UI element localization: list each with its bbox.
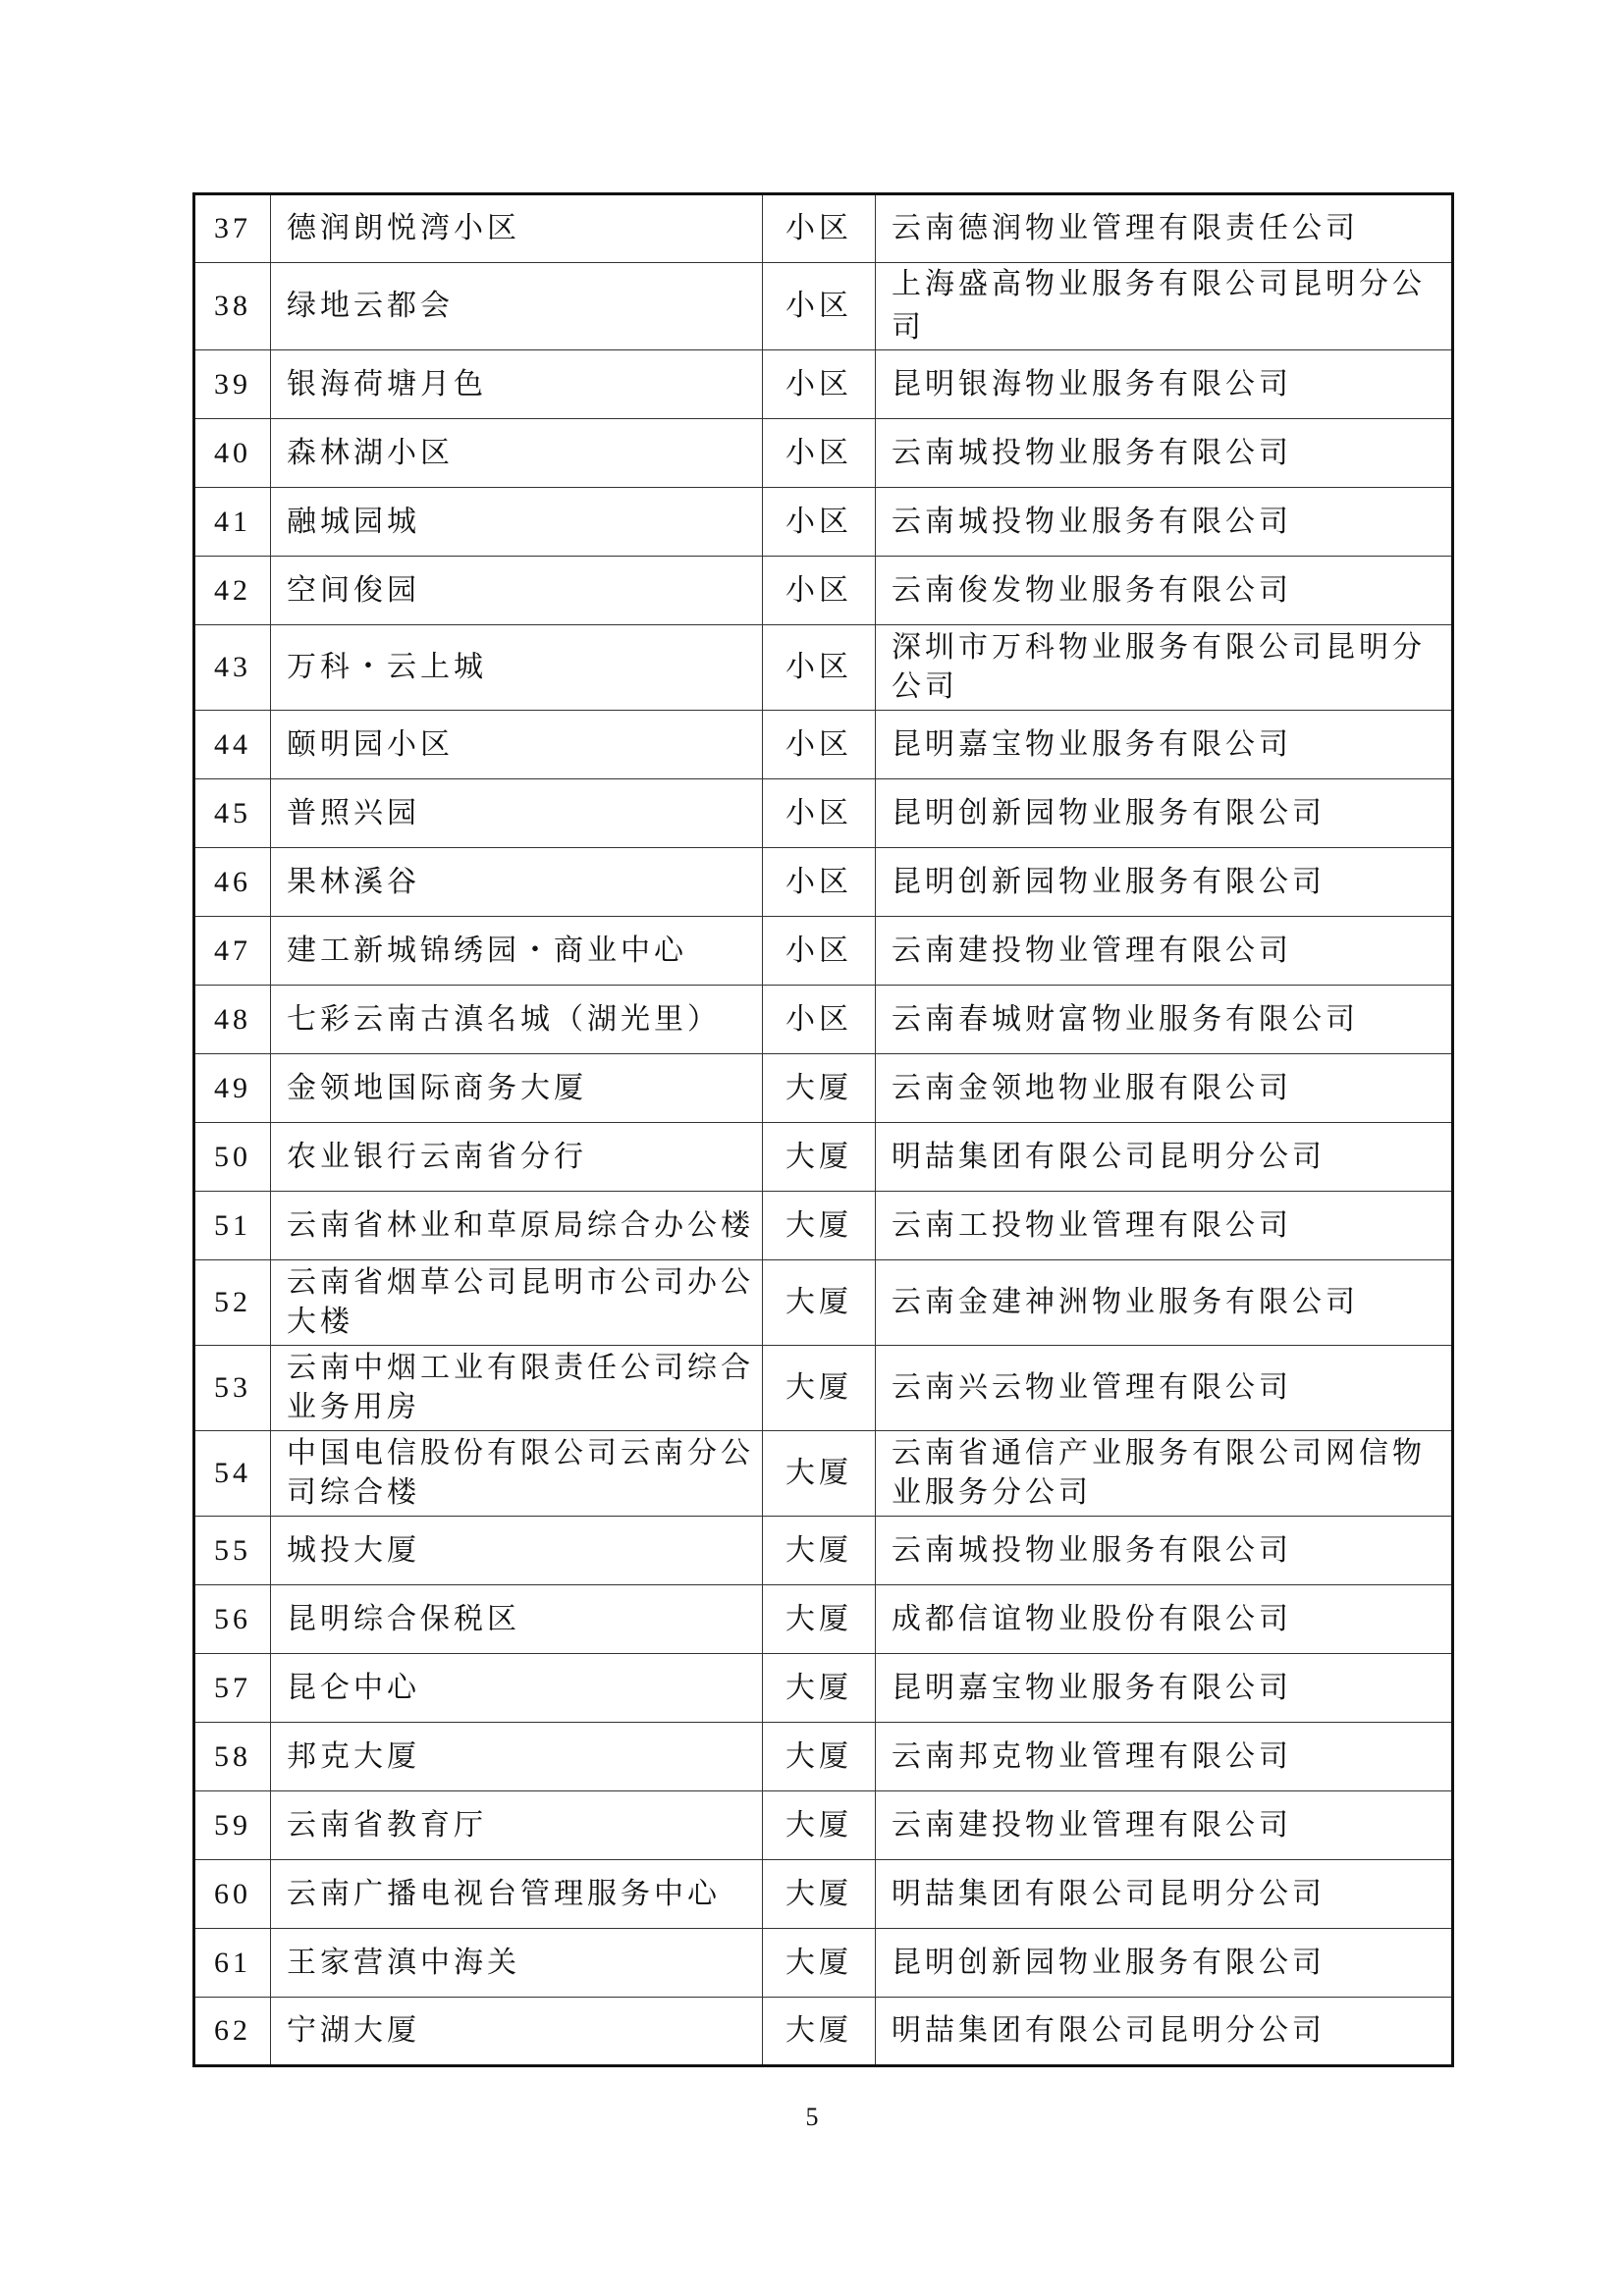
- project-type: 小区: [763, 488, 876, 557]
- project-type: 大厦: [763, 1346, 876, 1431]
- project-name: 农业银行云南省分行: [271, 1123, 763, 1192]
- project-type: 小区: [763, 557, 876, 625]
- management-company: 昆明创新园物业服务有限公司: [876, 779, 1453, 848]
- project-type: 大厦: [763, 1260, 876, 1346]
- table-row: [194, 1260, 1453, 1346]
- project-name: 空间俊园: [271, 557, 763, 625]
- table-row: [194, 1123, 1453, 1192]
- management-company: 成都信谊物业股份有限公司: [876, 1585, 1453, 1654]
- project-type: 大厦: [763, 1517, 876, 1585]
- project-name: 果林溪谷: [271, 848, 763, 917]
- project-name: 云南中烟工业有限责任公司综合业务用房: [271, 1346, 763, 1431]
- project-name: 融城园城: [271, 488, 763, 557]
- project-type: 小区: [763, 986, 876, 1054]
- table-row: [194, 1054, 1453, 1123]
- table-row: [194, 1998, 1453, 2066]
- project-type: 大厦: [763, 1791, 876, 1860]
- project-type: 小区: [763, 779, 876, 848]
- management-company: 昆明银海物业服务有限公司: [876, 350, 1453, 419]
- management-company: 云南工投物业管理有限公司: [876, 1192, 1453, 1260]
- table-row: [194, 779, 1453, 848]
- project-name: 昆明综合保税区: [271, 1585, 763, 1654]
- table-row: [194, 986, 1453, 1054]
- management-company: 云南城投物业服务有限公司: [876, 488, 1453, 557]
- row-number: 40: [194, 419, 271, 488]
- table-row: [194, 1929, 1453, 1998]
- project-type: 大厦: [763, 1585, 876, 1654]
- project-name: 云南省林业和草原局综合办公楼: [271, 1192, 763, 1260]
- project-name: 颐明园小区: [271, 711, 763, 779]
- management-company: 昆明创新园物业服务有限公司: [876, 848, 1453, 917]
- project-type: 大厦: [763, 1431, 876, 1517]
- project-name: 云南省教育厅: [271, 1791, 763, 1860]
- row-number: 47: [194, 917, 271, 986]
- project-name: 城投大厦: [271, 1517, 763, 1585]
- management-company: 云南兴云物业管理有限公司: [876, 1346, 1453, 1431]
- project-type: 小区: [763, 917, 876, 986]
- management-company: 昆明嘉宝物业服务有限公司: [876, 1654, 1453, 1723]
- project-type: 大厦: [763, 1860, 876, 1929]
- management-company: 云南俊发物业服务有限公司: [876, 557, 1453, 625]
- project-name: 宁湖大厦: [271, 1998, 763, 2066]
- row-number: 62: [194, 1998, 271, 2066]
- table-row: [194, 194, 1453, 263]
- page-number: 5: [805, 2103, 819, 2131]
- table-row: [194, 848, 1453, 917]
- row-number: 43: [194, 625, 271, 711]
- table-row: [194, 419, 1453, 488]
- row-number: 48: [194, 986, 271, 1054]
- project-name: 七彩云南古滇名城（湖光里）: [271, 986, 763, 1054]
- project-type: 小区: [763, 263, 876, 350]
- table-row: [194, 1860, 1453, 1929]
- row-number: 51: [194, 1192, 271, 1260]
- row-number: 39: [194, 350, 271, 419]
- project-name: 中国电信股份有限公司云南分公司综合楼: [271, 1431, 763, 1517]
- table-row: [194, 488, 1453, 557]
- project-type: 小区: [763, 848, 876, 917]
- management-company: 云南城投物业服务有限公司: [876, 419, 1453, 488]
- property-registry-table: [192, 192, 1454, 2067]
- project-type: 大厦: [763, 1929, 876, 1998]
- management-company: 明喆集团有限公司昆明分公司: [876, 1123, 1453, 1192]
- table-row: [194, 1654, 1453, 1723]
- table-row: [194, 263, 1453, 350]
- management-company: 深圳市万科物业服务有限公司昆明分公司: [876, 625, 1453, 711]
- management-company: 明喆集团有限公司昆明分公司: [876, 1998, 1453, 2066]
- row-number: 52: [194, 1260, 271, 1346]
- management-company: 昆明嘉宝物业服务有限公司: [876, 711, 1453, 779]
- project-name: 昆仑中心: [271, 1654, 763, 1723]
- project-name: 德润朗悦湾小区: [271, 194, 763, 263]
- table-row: [194, 1346, 1453, 1431]
- project-name: 云南省烟草公司昆明市公司办公大楼: [271, 1260, 763, 1346]
- table-row: [194, 1791, 1453, 1860]
- table-row: [194, 350, 1453, 419]
- row-number: 49: [194, 1054, 271, 1123]
- project-name: 普照兴园: [271, 779, 763, 848]
- row-number: 53: [194, 1346, 271, 1431]
- management-company: 云南春城财富物业服务有限公司: [876, 986, 1453, 1054]
- project-type: 大厦: [763, 1123, 876, 1192]
- row-number: 42: [194, 557, 271, 625]
- project-name: 金领地国际商务大厦: [271, 1054, 763, 1123]
- table-row: [194, 711, 1453, 779]
- project-type: 大厦: [763, 1054, 876, 1123]
- table-row: [194, 1723, 1453, 1791]
- project-name: 云南广播电视台管理服务中心: [271, 1860, 763, 1929]
- row-number: 41: [194, 488, 271, 557]
- project-type: 大厦: [763, 1998, 876, 2066]
- project-type: 大厦: [763, 1192, 876, 1260]
- management-company: 云南省通信产业服务有限公司网信物业服务分公司: [876, 1431, 1453, 1517]
- project-type: 小区: [763, 350, 876, 419]
- row-number: 56: [194, 1585, 271, 1654]
- project-type: 小区: [763, 194, 876, 263]
- row-number: 57: [194, 1654, 271, 1723]
- management-company: 云南金领地物业服有限公司: [876, 1054, 1453, 1123]
- row-number: 50: [194, 1123, 271, 1192]
- management-company: 明喆集团有限公司昆明分公司: [876, 1860, 1453, 1929]
- management-company: 云南金建神洲物业服务有限公司: [876, 1260, 1453, 1346]
- project-name: 绿地云都会: [271, 263, 763, 350]
- row-number: 60: [194, 1860, 271, 1929]
- row-number: 45: [194, 779, 271, 848]
- management-company: 云南城投物业服务有限公司: [876, 1517, 1453, 1585]
- table-row: [194, 1192, 1453, 1260]
- row-number: 54: [194, 1431, 271, 1517]
- project-name: 建工新城锦绣园・商业中心: [271, 917, 763, 986]
- row-number: 55: [194, 1517, 271, 1585]
- project-type: 小区: [763, 711, 876, 779]
- table-row: [194, 1585, 1453, 1654]
- row-number: 37: [194, 194, 271, 263]
- project-name: 王家营滇中海关: [271, 1929, 763, 1998]
- table-row: [194, 1517, 1453, 1585]
- row-number: 61: [194, 1929, 271, 1998]
- project-type: 大厦: [763, 1723, 876, 1791]
- table-row: [194, 1431, 1453, 1517]
- row-number: 58: [194, 1723, 271, 1791]
- management-company: 云南建投物业管理有限公司: [876, 1791, 1453, 1860]
- project-name: 万科・云上城: [271, 625, 763, 711]
- management-company: 云南邦克物业管理有限公司: [876, 1723, 1453, 1791]
- table-row: [194, 625, 1453, 711]
- table-row: [194, 557, 1453, 625]
- project-type: 小区: [763, 419, 876, 488]
- project-type: 小区: [763, 625, 876, 711]
- management-company: 云南建投物业管理有限公司: [876, 917, 1453, 986]
- management-company: 昆明创新园物业服务有限公司: [876, 1929, 1453, 1998]
- row-number: 38: [194, 263, 271, 350]
- project-name: 森林湖小区: [271, 419, 763, 488]
- management-company: 上海盛高物业服务有限公司昆明分公司: [876, 263, 1453, 350]
- project-type: 大厦: [763, 1654, 876, 1723]
- row-number: 46: [194, 848, 271, 917]
- table-row: [194, 917, 1453, 986]
- row-number: 59: [194, 1791, 271, 1860]
- project-name: 邦克大厦: [271, 1723, 763, 1791]
- row-number: 44: [194, 711, 271, 779]
- management-company: 云南德润物业管理有限责任公司: [876, 194, 1453, 263]
- project-name: 银海荷塘月色: [271, 350, 763, 419]
